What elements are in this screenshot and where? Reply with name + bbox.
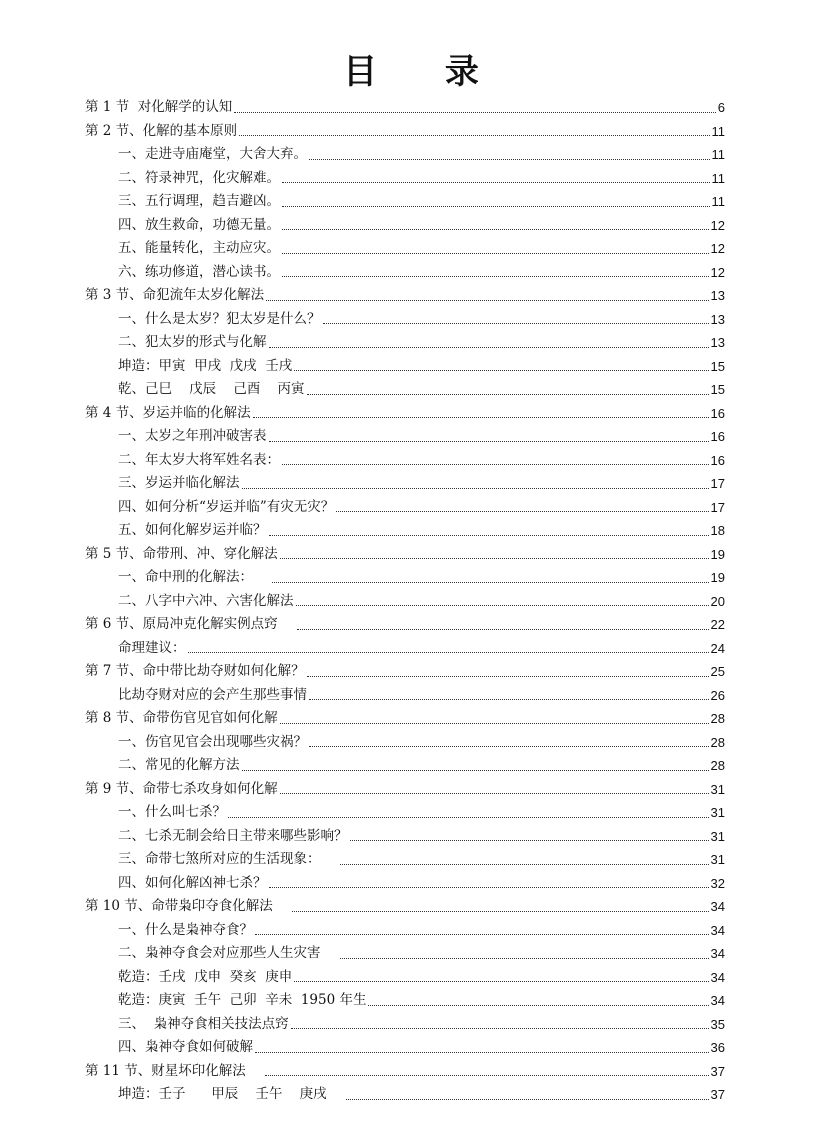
toc-section-entry[interactable] — [85, 284, 725, 308]
toc-page-number: 12 — [710, 217, 725, 233]
toc-page-number: 37 — [710, 1063, 725, 1079]
toc-dot-leader — [253, 417, 709, 418]
toc-section-entry[interactable] — [85, 613, 725, 637]
toc-dot-leader — [239, 135, 709, 136]
toc-entry-title: 二、八字中六冲、六害化解法 — [118, 592, 294, 609]
toc-dot-leader — [280, 793, 709, 794]
toc-entry-title: 六、练功修道，潜心读书。 — [118, 263, 280, 280]
toc-dot-leader — [269, 887, 709, 888]
toc-dot-leader — [272, 582, 708, 583]
toc-entry-title: 第 8 节、命带伤官见官如何化解 — [85, 710, 278, 726]
toc-dot-leader — [188, 652, 709, 653]
toc-subsection-entry[interactable] — [85, 308, 725, 332]
toc-entry-title: 一、命中刑的化解法： — [118, 569, 271, 585]
toc-subsection-entry[interactable] — [85, 449, 725, 473]
table-of-contents — [85, 96, 725, 1107]
toc-dot-leader — [242, 770, 709, 771]
toc-entry-title: 乾造：壬戌 戊申 癸亥 庚申 — [118, 968, 293, 985]
toc-page-number: 16 — [710, 429, 725, 444]
toc-entry-title: 一、伤官见官会出现哪些灾祸？ — [118, 733, 307, 750]
toc-entry-title: 三、五行调理，趋吉避凶。 — [118, 193, 280, 209]
toc-section-entry[interactable] — [85, 778, 725, 802]
toc-subsection-entry[interactable] — [85, 472, 725, 496]
toc-entry-title: 一、什么是枭神夺食？ — [118, 921, 253, 938]
toc-entry-title: 五、能量转化，主动应灾。 — [118, 240, 280, 256]
toc-entry-title: 第 1 节 对化解学的认知 — [85, 99, 233, 115]
toc-page-number: 17 — [710, 476, 725, 491]
toc-dot-leader — [255, 1052, 709, 1053]
toc-dot-leader — [269, 535, 709, 536]
toc-entry-title: 坤造：甲寅 甲戌 戊戌 壬戌 — [118, 357, 293, 374]
toc-entry-title: 四、枭神夺食如何破解 — [118, 1039, 253, 1055]
toc-entry-title: 一、什么是太岁？犯太岁是什么？ — [118, 310, 321, 327]
toc-dot-leader — [307, 394, 709, 395]
toc-entry-title: 第 7 节、命中带比劫夺财如何化解？ — [85, 663, 305, 679]
toc-page-number: 18 — [710, 523, 725, 538]
toc-dot-leader — [294, 981, 708, 982]
toc-subsection-entry[interactable] — [85, 825, 725, 849]
toc-entry-title: 第 9 节、命带七杀攻身如何化解 — [85, 780, 278, 797]
toc-section-entry[interactable] — [85, 707, 725, 731]
toc-page-number: 25 — [710, 664, 725, 679]
toc-entry-title: 第 11 节、财星坏印化解法 — [85, 1062, 263, 1079]
toc-dot-leader — [269, 441, 709, 442]
toc-dot-leader — [280, 723, 709, 724]
toc-dot-leader — [282, 253, 709, 254]
toc-subsection-entry[interactable] — [85, 355, 725, 379]
toc-dot-leader — [269, 347, 709, 348]
toc-subsection-entry[interactable] — [85, 919, 725, 943]
toc-page-number: 11 — [711, 170, 725, 186]
toc-entry-title: 四、如何化解凶神七杀？ — [118, 874, 267, 891]
toc-page-number: 15 — [710, 358, 725, 374]
toc-subsection-entry[interactable] — [85, 496, 725, 520]
toc-page-number: 32 — [710, 875, 725, 891]
toc-subsection-entry[interactable] — [85, 425, 725, 449]
toc-page-number: 34 — [710, 993, 725, 1008]
toc-page-number: 19 — [710, 570, 725, 585]
toc-entry-title: 一、走进寺庙庵堂，大舍大弃。 — [118, 146, 307, 162]
toc-dot-leader — [309, 746, 709, 747]
toc-dot-leader — [291, 1028, 709, 1029]
toc-subsection-entry[interactable] — [85, 872, 725, 896]
toc-subsection-entry[interactable] — [85, 684, 725, 708]
toc-dot-leader — [255, 934, 709, 935]
toc-page-number: 12 — [710, 241, 725, 256]
toc-entry-title: 三、岁运并临化解法 — [118, 475, 240, 491]
toc-subsection-entry[interactable] — [85, 143, 725, 167]
toc-subsection-entry[interactable] — [85, 801, 725, 825]
toc-subsection-entry[interactable] — [85, 1036, 725, 1060]
toc-subsection-entry[interactable] — [85, 966, 725, 990]
toc-subsection-entry[interactable] — [85, 754, 725, 778]
toc-entry-title: 二、年太岁大将军姓名表： — [118, 451, 280, 468]
toc-entry-title: 第 6 节、原局冲克化解实例点窍 — [85, 616, 295, 632]
toc-subsection-entry[interactable] — [85, 848, 725, 872]
toc-page-number: 31 — [710, 828, 725, 844]
toc-page-number: 37 — [710, 1087, 725, 1102]
toc-dot-leader — [282, 276, 709, 277]
toc-page-number: 16 — [710, 405, 725, 421]
toc-page-number: 13 — [710, 311, 725, 327]
toc-dot-leader — [265, 1075, 709, 1076]
toc-subsection-entry[interactable] — [85, 167, 725, 191]
toc-dot-leader — [282, 229, 709, 230]
toc-section-entry[interactable] — [85, 543, 725, 567]
toc-section-entry[interactable] — [85, 402, 725, 426]
toc-page-number: 28 — [710, 758, 725, 773]
toc-subsection-entry[interactable] — [85, 637, 725, 661]
toc-page-number: 35 — [710, 1016, 725, 1032]
toc-subsection-entry[interactable] — [85, 731, 725, 755]
toc-dot-leader — [323, 323, 709, 324]
toc-entry-title: 乾造：庚寅 壬午 己卯 辛未 1950 年生 — [118, 992, 367, 1008]
toc-section-entry[interactable] — [85, 96, 725, 120]
toc-entry-title: 坤造：壬子 甲辰 壬午 庚戌 — [118, 1086, 344, 1102]
toc-subsection-entry[interactable] — [85, 237, 725, 261]
toc-subsection-entry[interactable] — [85, 942, 725, 966]
toc-section-entry[interactable] — [85, 895, 725, 919]
toc-dot-leader — [350, 840, 709, 841]
toc-dot-leader — [297, 629, 709, 630]
toc-subsection-entry[interactable] — [85, 989, 725, 1013]
toc-entry-title: 四、放生救命，功德无量。 — [118, 216, 280, 233]
toc-section-entry[interactable] — [85, 660, 725, 684]
toc-entry-title: 二、七杀无制会给日主带来哪些影响？ — [118, 827, 348, 844]
toc-subsection-entry[interactable] — [85, 261, 725, 285]
toc-page-number: 34 — [710, 969, 725, 985]
toc-page-number: 24 — [710, 640, 725, 656]
toc-subsection-entry[interactable] — [85, 378, 725, 402]
toc-dot-leader — [307, 676, 709, 677]
toc-entry-title: 乾、己巳 戊辰 己酉 丙寅 — [118, 381, 305, 397]
toc-page-number: 11 — [711, 147, 725, 162]
toc-page-number: 36 — [710, 1040, 725, 1055]
toc-dot-leader — [266, 300, 708, 301]
toc-entry-title: 二、常见的化解方法 — [118, 757, 240, 773]
toc-subsection-entry[interactable] — [85, 190, 725, 214]
toc-page-number: 34 — [710, 899, 725, 914]
toc-entry-title: 比劫夺财对应的会产生那些事情 — [118, 686, 307, 703]
toc-page-number: 6 — [717, 100, 725, 115]
toc-subsection-entry[interactable] — [85, 1013, 725, 1037]
toc-dot-leader — [280, 558, 709, 559]
toc-page-number: 31 — [710, 852, 725, 867]
toc-entry-title: 三、命带七煞所对应的生活现象： — [118, 851, 338, 867]
toc-page-number: 22 — [710, 617, 725, 632]
toc-subsection-entry[interactable] — [85, 590, 725, 614]
toc-subsection-entry[interactable] — [85, 1083, 725, 1107]
toc-page-number: 26 — [710, 687, 725, 703]
toc-subsection-entry[interactable] — [85, 214, 725, 238]
toc-page-number: 31 — [710, 781, 725, 797]
toc-entry-title: 一、什么叫七杀？ — [118, 804, 226, 820]
toc-page-number: 16 — [710, 452, 725, 468]
toc-page-number: 11 — [711, 123, 725, 139]
toc-section-entry[interactable] — [85, 120, 725, 144]
toc-entry-title: 第 10 节、命带枭印夺食化解法 — [85, 898, 290, 914]
toc-page-number: 28 — [710, 734, 725, 750]
toc-dot-leader — [234, 112, 716, 113]
toc-page-number: 13 — [710, 335, 725, 350]
toc-entry-title: 二、符录神咒，化灾解难。 — [118, 169, 280, 186]
toc-dot-leader — [340, 864, 709, 865]
toc-subsection-entry[interactable] — [85, 331, 725, 355]
toc-subsection-entry[interactable] — [85, 566, 725, 590]
toc-page-number: 19 — [710, 546, 725, 562]
toc-page-number: 20 — [710, 593, 725, 609]
toc-dot-leader — [309, 159, 710, 160]
toc-page-number: 28 — [710, 711, 725, 726]
toc-dot-leader — [228, 817, 709, 818]
toc-entry-title: 第 2 节、化解的基本原则 — [85, 122, 238, 139]
toc-dot-leader — [292, 911, 709, 912]
toc-page-number: 12 — [710, 264, 725, 280]
toc-entry-title: 第 4 节、岁运并临的化解法 — [85, 404, 251, 421]
toc-page-number: 15 — [710, 382, 725, 397]
toc-dot-leader — [368, 1005, 708, 1006]
toc-page-number: 34 — [710, 922, 725, 938]
toc-entry-title: 一、太岁之年刑冲破害表 — [118, 428, 267, 444]
toc-subsection-entry[interactable] — [85, 519, 725, 543]
toc-entry-title: 二、枭神夺食会对应那些人生灾害 — [118, 945, 338, 961]
toc-dot-leader — [309, 699, 709, 700]
toc-entry-title: 二、犯太岁的形式与化解 — [118, 334, 267, 350]
page-title: 目 录 — [343, 52, 507, 92]
toc-dot-leader — [340, 958, 709, 959]
toc-dot-leader — [346, 1099, 709, 1100]
toc-dot-leader — [296, 605, 709, 606]
toc-page-number: 13 — [710, 288, 725, 303]
toc-dot-leader — [282, 182, 710, 183]
toc-dot-leader — [336, 511, 708, 512]
toc-section-entry[interactable] — [85, 1060, 725, 1084]
toc-dot-leader — [282, 464, 709, 465]
toc-dot-leader — [294, 370, 708, 371]
toc-page-number: 11 — [711, 194, 725, 209]
toc-dot-leader — [242, 488, 709, 489]
toc-entry-title: 五、如何化解岁运并临？ — [118, 522, 267, 538]
toc-page-number: 34 — [710, 946, 725, 961]
toc-entry-title: 四、如何分析“岁运并临”有灾无灾？ — [118, 498, 335, 515]
toc-entry-title: 第 3 节、命犯流年太岁化解法 — [85, 287, 265, 303]
toc-page-number: 17 — [710, 499, 725, 515]
toc-entry-title: 三、 枭神夺食相关技法点窍 — [118, 1015, 289, 1032]
toc-page-number: 31 — [710, 805, 725, 820]
toc-entry-title: 第 5 节、命带刑、冲、穿化解法 — [85, 545, 278, 562]
toc-entry-title: 命理建议： — [118, 639, 186, 656]
toc-dot-leader — [282, 206, 710, 207]
